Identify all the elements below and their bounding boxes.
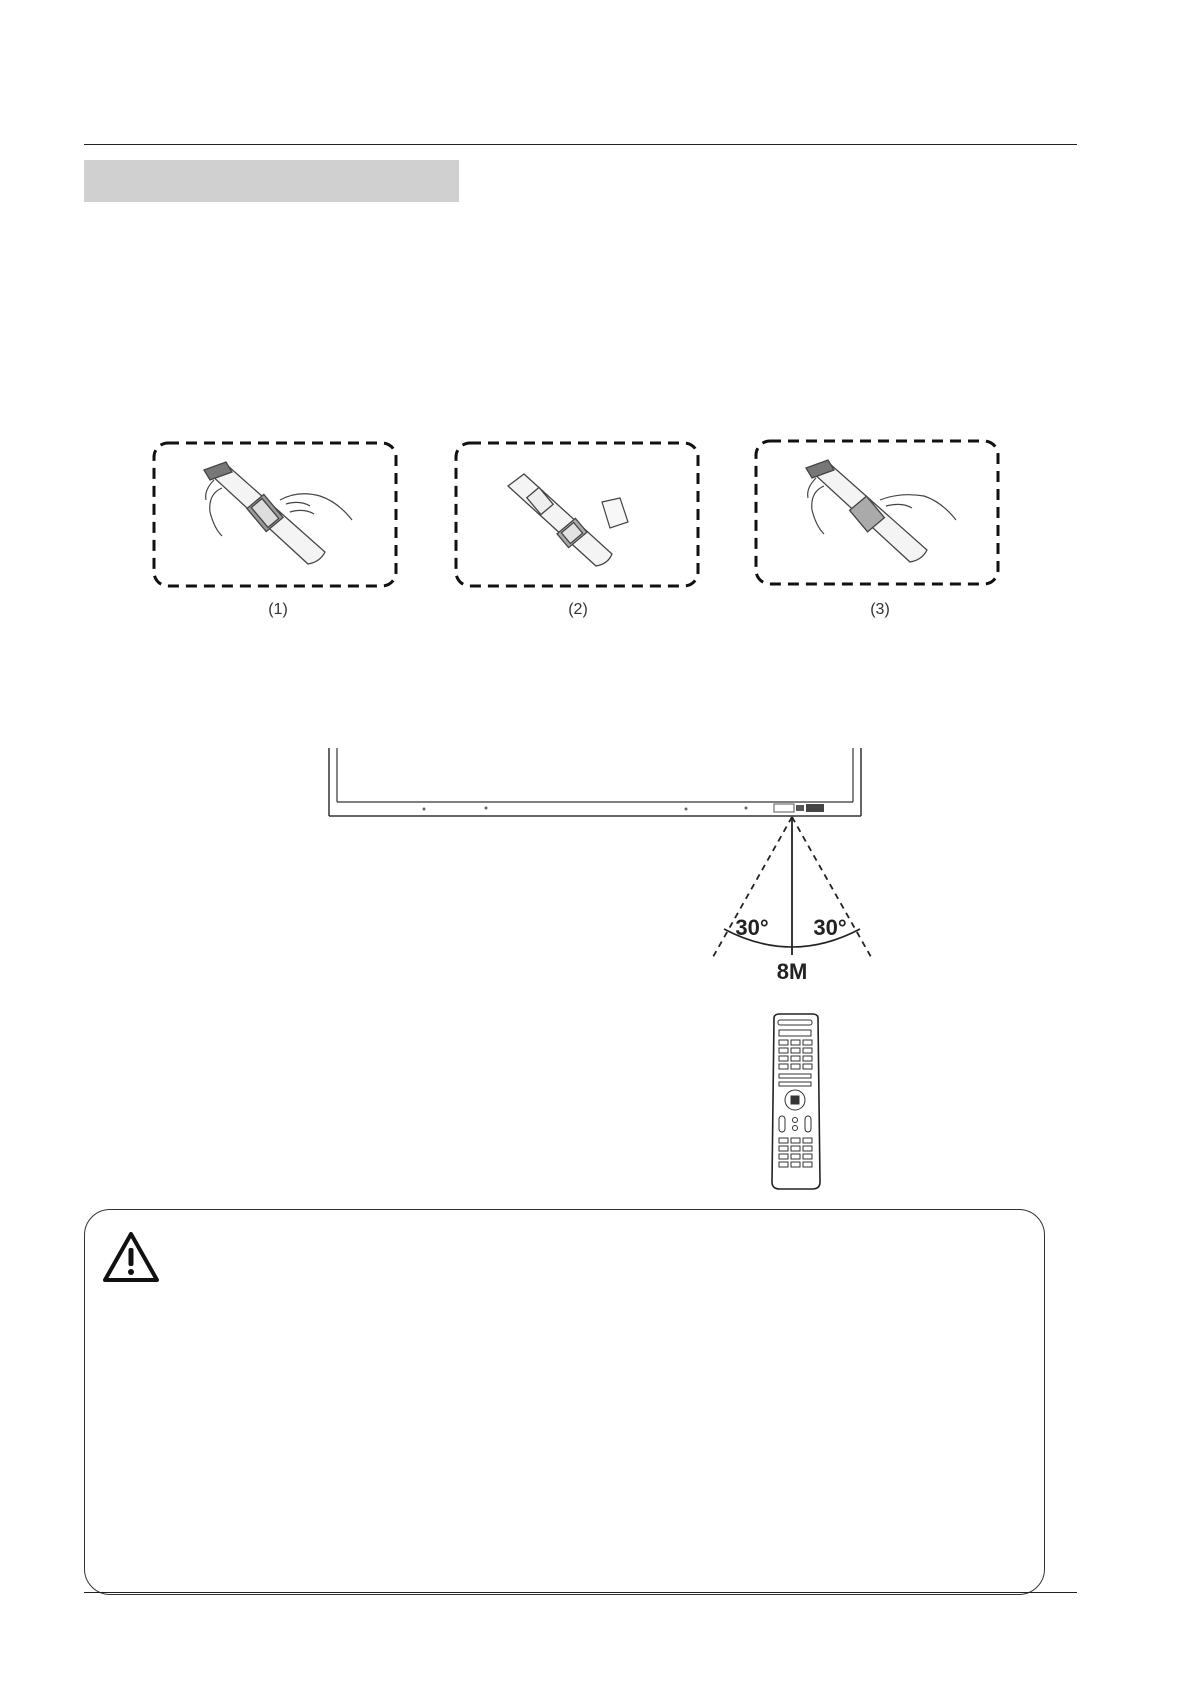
angle-right-label: 30° xyxy=(813,915,847,940)
distance-label: 8M xyxy=(776,959,808,984)
header-rule xyxy=(84,144,1077,145)
remote-battery-bay-icon xyxy=(508,474,612,566)
hand-right-icon xyxy=(280,494,352,520)
remote-close-cover-icon xyxy=(806,460,927,562)
battery-step-3-illustration xyxy=(752,438,1002,588)
battery-step-1-illustration xyxy=(150,440,400,590)
display-bottom-edge-illustration xyxy=(326,748,864,822)
warning-triangle-icon xyxy=(101,1230,161,1284)
footer-rule xyxy=(84,1592,1077,1593)
battery-cover-icon xyxy=(602,498,628,528)
ir-range-diagram xyxy=(700,815,880,985)
hand-left-icon xyxy=(808,478,824,534)
battery-step-2-illustration xyxy=(452,440,702,590)
caution-box xyxy=(84,1209,1045,1595)
hand-left-icon xyxy=(206,480,222,536)
remote-control-illustration xyxy=(768,1012,824,1192)
section-title-band xyxy=(84,160,459,202)
step-2-caption: (2) xyxy=(568,601,588,618)
ir-receiver-icon xyxy=(774,804,824,812)
angle-left-label: 30° xyxy=(735,915,769,940)
step-3-caption: (3) xyxy=(870,601,890,618)
hand-right-icon xyxy=(880,495,956,520)
step-1-caption: (1) xyxy=(268,601,288,618)
